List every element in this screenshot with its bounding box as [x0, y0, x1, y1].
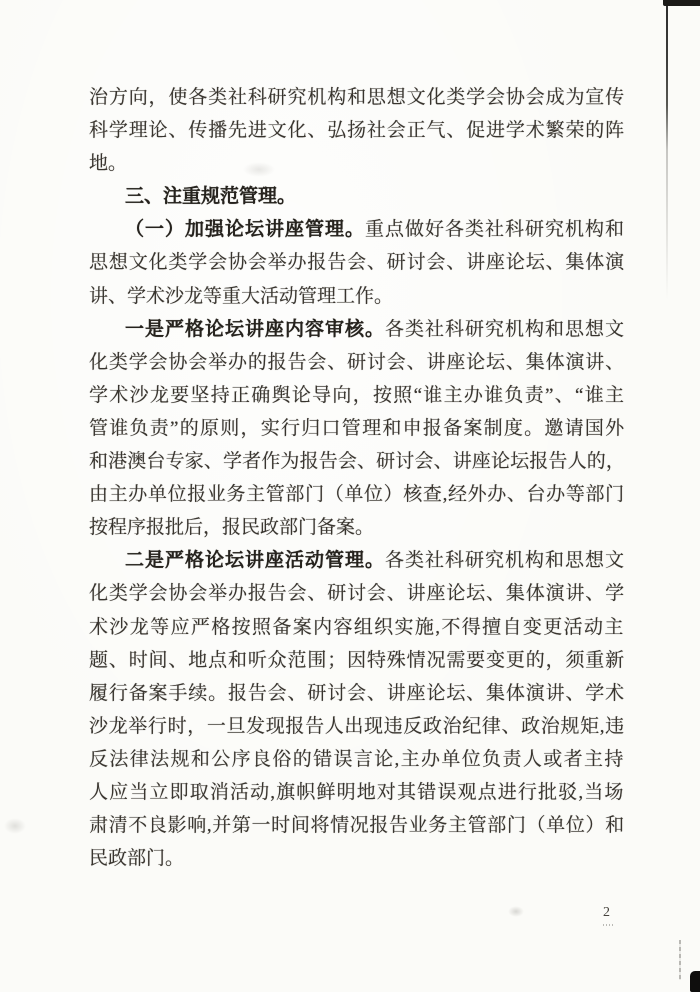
text-line — [89, 478, 625, 511]
text-line — [89, 611, 625, 644]
body-text: 人应当立即取消活动,旗帜鲜明地对其错误观点进行批驳,当场 — [89, 781, 625, 803]
text-line — [89, 577, 625, 610]
text-line — [89, 677, 625, 710]
text-line — [89, 809, 625, 842]
scan-streak-bottom-right — [679, 940, 681, 980]
text-line — [89, 445, 625, 478]
body-text: 管谁负责”的原则，实行归口管理和申报备案制度。邀请国外 — [89, 417, 626, 439]
bold-heading-text: 一是严格论坛讲座内容审核。 — [125, 318, 386, 340]
bold-heading-text: 三、注重规范管理。 — [125, 186, 297, 208]
scan-smudge — [4, 818, 26, 834]
text-line — [89, 743, 625, 776]
body-text: 学术沙龙要坚持正确舆论导向，按照“谁主办谁负责”、“谁主 — [89, 384, 626, 406]
text-line — [89, 213, 625, 246]
text-line — [89, 246, 625, 279]
body-text: 化类学会协会举办的报告会、研讨会、讲座论坛、集体演讲、 — [89, 351, 626, 373]
text-line — [89, 114, 625, 147]
scan-corner-mark-top-right — [663, 0, 700, 6]
text-line — [89, 644, 625, 677]
text-line — [89, 379, 625, 412]
text-line — [89, 180, 625, 213]
text-line — [89, 710, 625, 743]
body-text: 沙龙举行时，一旦发现报告人出现违反政治纪律、政治规矩,违 — [89, 715, 625, 737]
text-line — [89, 81, 625, 114]
bold-heading-text: （一）加强论坛讲座管理。 — [125, 219, 366, 241]
scan-blob-bottom-right — [690, 971, 700, 992]
body-text: 肃清不良影响,并第一时间将情况报告业务主管部门（单位）和 — [89, 815, 625, 837]
body-text: 各类社科研究机构和思想文 — [385, 318, 626, 340]
body-text: 民政部门。 — [89, 848, 185, 870]
body-text: 各类社科研究机构和思想文 — [385, 550, 626, 572]
scan-edge-line-artifact — [666, 0, 668, 300]
text-line — [89, 511, 625, 544]
body-text: 履行备案手续。报告会、研讨会、讲座论坛、集体演讲、学术 — [89, 682, 626, 704]
body-text: 题、时间、地点和听众范围；因特殊情况需要变更的，须重新 — [89, 649, 626, 671]
body-text: 思想文化类学会协会举办报告会、研讨会、讲座论坛、集体演 — [89, 252, 626, 274]
scan-smudge — [508, 906, 524, 917]
text-line — [89, 313, 625, 346]
text-line — [89, 147, 625, 180]
body-text: 术沙龙等应严格按照备案内容组织实施,不得擅自变更活动主 — [89, 616, 625, 638]
body-text: 科学理论、传播先进文化、弘扬社会正气、促进学术繁荣的阵 — [89, 120, 626, 142]
body-text: 按程序报批后，报民政部门备案。 — [89, 517, 375, 539]
text-line — [89, 776, 625, 809]
text-line — [89, 412, 625, 445]
text-line — [89, 544, 625, 577]
body-text: 和港澳台专家、学者作为报告会、研讨会、讲座论坛报告人的， — [89, 451, 626, 473]
body-text: 地。 — [89, 153, 128, 175]
text-line — [89, 280, 625, 313]
page-number: 2 — [603, 905, 610, 920]
body-text: 重点做好各类社科研究机构和 — [365, 219, 626, 241]
body-text: 由主办单位报业务主管部门（单位）核查,经外办、台办等部门 — [89, 484, 625, 506]
bold-heading-text: 二是严格论坛讲座活动管理。 — [125, 550, 386, 572]
text-line — [89, 842, 625, 875]
document-body — [89, 81, 625, 875]
body-text: 治方向，使各类社科研究机构和思想文化类学会协会成为宣传 — [89, 87, 626, 108]
body-text: 化类学会协会举办报告会、研讨会、讲座论坛、集体演讲、学 — [89, 583, 626, 605]
body-text: 讲、学术沙龙等重大活动管理工作。 — [89, 285, 394, 307]
body-text: 反法律法规和公序良俗的错误言论,主办单位负责人或者主持 — [89, 748, 625, 770]
scan-dots-artifact — [603, 924, 615, 926]
text-line — [89, 346, 625, 379]
